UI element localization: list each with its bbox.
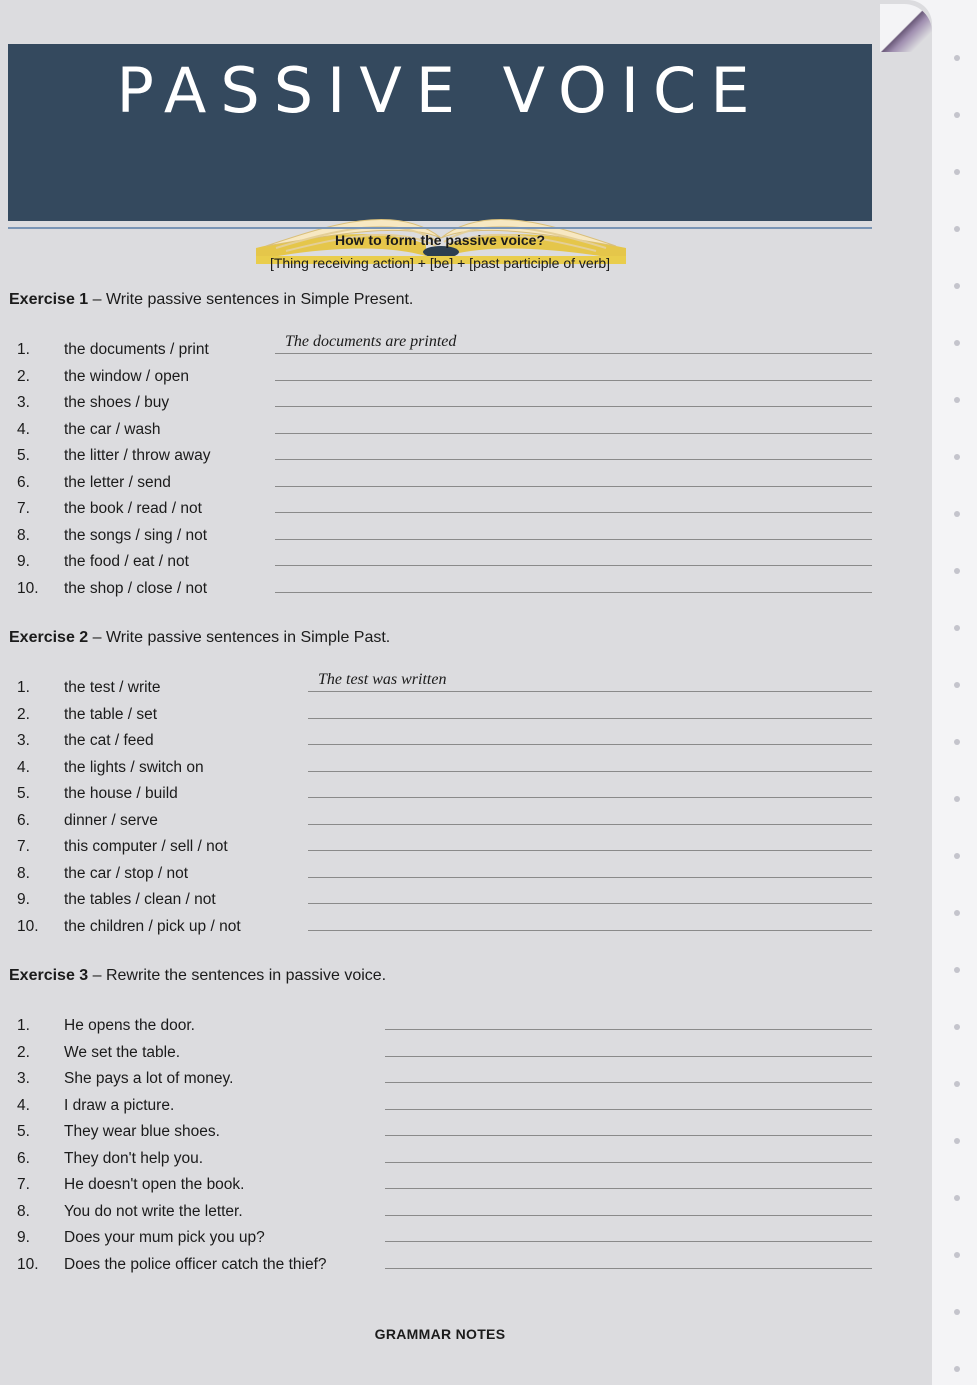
item-prompt: the food / eat / not xyxy=(64,553,189,570)
item-prompt: Does the police officer catch the thief? xyxy=(64,1255,327,1273)
exercise-item xyxy=(0,580,880,606)
item-prompt: the car / stop / not xyxy=(64,864,189,882)
binding-dot xyxy=(954,625,960,631)
answer-line[interactable] xyxy=(385,1241,872,1242)
answer-line[interactable] xyxy=(385,1268,872,1269)
item-prompt: They wear blue shoes. xyxy=(64,1123,220,1140)
answer-line[interactable] xyxy=(275,433,872,434)
exercise-2-label: Exercise 2 xyxy=(9,629,89,646)
binding-dot xyxy=(954,112,960,118)
binding-dot xyxy=(954,169,960,175)
item-number: 6. xyxy=(17,473,30,491)
binding-dot xyxy=(954,682,960,688)
page-title: PASSIVE VOICE xyxy=(116,54,764,127)
item-number: 1. xyxy=(17,341,30,358)
answer-line[interactable] xyxy=(308,930,872,931)
item-number: 7. xyxy=(17,838,30,855)
binding-dot xyxy=(954,1024,960,1030)
exercise-1-instruction: – Write passive sentences in Simple Present. xyxy=(88,291,414,308)
item-number: 2. xyxy=(17,367,30,385)
answer-line[interactable] xyxy=(275,592,872,593)
answer-line[interactable] xyxy=(275,459,872,460)
item-prompt: the shoes / buy xyxy=(64,394,170,411)
answer-line[interactable] xyxy=(308,797,872,798)
exercise-item xyxy=(0,527,880,553)
exercise-item xyxy=(0,474,880,500)
item-prompt: the house / build xyxy=(64,785,178,802)
item-number: 8. xyxy=(17,526,30,544)
item-number: 9. xyxy=(17,1229,30,1246)
binding-dot xyxy=(954,1252,960,1258)
exercise-item xyxy=(0,1150,880,1176)
item-number: 3. xyxy=(17,732,30,749)
answer-line[interactable] xyxy=(275,333,872,354)
answer-text: The documents are printed xyxy=(285,333,457,350)
item-number: 8. xyxy=(17,1202,30,1220)
answer-line[interactable] xyxy=(308,850,872,851)
binding-dot xyxy=(954,454,960,460)
binding-dot xyxy=(954,853,960,859)
item-prompt: We set the table. xyxy=(64,1043,181,1061)
answer-line[interactable] xyxy=(385,1082,872,1083)
exercise-item xyxy=(0,671,880,705)
item-number: 1. xyxy=(17,1017,30,1034)
binding-dot xyxy=(954,568,960,574)
intro-formula: [Thing receiving action] + [be] + [past participle of verb] xyxy=(269,255,611,271)
answer-line[interactable] xyxy=(275,539,872,540)
divider xyxy=(8,227,872,229)
item-prompt: the lights / switch on xyxy=(64,758,204,776)
answer-line[interactable] xyxy=(275,406,872,407)
item-number: 4. xyxy=(17,420,30,438)
item-number: 3. xyxy=(17,394,30,411)
item-number: 5. xyxy=(17,447,30,464)
item-number: 1. xyxy=(17,679,30,696)
item-prompt: She pays a lot of money. xyxy=(64,1070,234,1087)
binding-dot xyxy=(954,1309,960,1315)
binding-dot xyxy=(954,55,960,61)
exercise-item xyxy=(0,500,880,526)
exercise-item xyxy=(0,1097,880,1123)
item-prompt: the cat / feed xyxy=(64,732,154,749)
item-prompt: He opens the door. xyxy=(64,1017,195,1034)
exercise-item xyxy=(0,553,880,579)
binding-dot xyxy=(954,1366,960,1372)
exercise-item xyxy=(0,1070,880,1096)
binding-dot xyxy=(954,1195,960,1201)
answer-line[interactable] xyxy=(385,1188,872,1189)
answer-line[interactable] xyxy=(308,771,872,772)
answer-line[interactable] xyxy=(308,744,872,745)
binding-dot xyxy=(954,340,960,346)
exercise-item xyxy=(0,1203,880,1229)
item-prompt: He doesn't open the book. xyxy=(64,1176,245,1193)
item-number: 7. xyxy=(17,500,30,517)
answer-line[interactable] xyxy=(385,1135,872,1136)
answer-line[interactable] xyxy=(385,1056,872,1057)
item-prompt: dinner / serve xyxy=(64,811,158,829)
exercise-item xyxy=(0,1044,880,1070)
item-number: 2. xyxy=(17,1043,30,1061)
item-prompt: the book / read / not xyxy=(64,500,202,517)
item-prompt: You do not write the letter. xyxy=(64,1202,243,1220)
exercise-3-heading xyxy=(9,967,386,985)
item-prompt: the table / set xyxy=(64,705,158,723)
exercise-item xyxy=(0,1229,880,1255)
exercise-2-heading xyxy=(9,629,390,647)
item-number: 8. xyxy=(17,864,30,882)
exercise-item xyxy=(0,421,880,447)
binding-dot xyxy=(954,226,960,232)
binding-dot xyxy=(954,1138,960,1144)
exercise-item xyxy=(0,447,880,473)
item-number: 4. xyxy=(17,758,30,776)
binding-dot xyxy=(954,739,960,745)
item-number: 6. xyxy=(17,1149,30,1167)
answer-line[interactable] xyxy=(385,1109,872,1110)
item-prompt: the tables / clean / not xyxy=(64,891,216,908)
item-number: 4. xyxy=(17,1096,30,1114)
exercise-1-heading xyxy=(9,291,413,309)
exercise-item xyxy=(0,918,880,944)
intro-question: How to form the passive voice? xyxy=(334,232,546,248)
exercise-item xyxy=(0,1256,880,1282)
item-number: 5. xyxy=(17,1123,30,1140)
item-prompt: the car / wash xyxy=(64,420,161,438)
binding-dot xyxy=(954,1081,960,1087)
item-prompt: the litter / throw away xyxy=(64,447,211,464)
answer-line[interactable] xyxy=(275,380,872,381)
exercise-item xyxy=(0,891,880,917)
item-prompt: the shop / close / not xyxy=(64,579,208,597)
item-number: 5. xyxy=(17,785,30,802)
answer-line[interactable] xyxy=(308,671,872,692)
item-number: 2. xyxy=(17,705,30,723)
item-prompt: the window / open xyxy=(64,367,189,385)
answer-line[interactable] xyxy=(385,1029,872,1030)
answer-line[interactable] xyxy=(385,1215,872,1216)
answer-line[interactable] xyxy=(308,824,872,825)
answer-line[interactable] xyxy=(308,718,872,719)
item-prompt: the test / write xyxy=(64,679,161,696)
item-number: 9. xyxy=(17,891,30,908)
exercise-3-label: Exercise 3 xyxy=(9,967,89,984)
answer-text: The test was written xyxy=(318,671,447,688)
item-number: 9. xyxy=(17,553,30,570)
item-prompt: this computer / sell / not xyxy=(64,838,228,855)
exercise-3-instruction: – Rewrite the sentences in passive voice. xyxy=(88,967,387,984)
exercise-item xyxy=(0,1123,880,1149)
exercise-1-label: Exercise 1 xyxy=(9,291,89,308)
item-number: 6. xyxy=(17,811,30,829)
exercise-2-instruction: – Write passive sentences in Simple Past. xyxy=(88,629,391,646)
binding-dot xyxy=(954,283,960,289)
item-prompt: the songs / sing / not xyxy=(64,526,208,544)
item-prompt: the documents / print xyxy=(64,341,209,358)
binding-dot xyxy=(954,511,960,517)
title-banner xyxy=(8,44,872,221)
notebook-binding-dots xyxy=(948,0,968,1385)
answer-line[interactable] xyxy=(275,565,872,566)
exercise-item xyxy=(0,706,880,732)
answer-line[interactable] xyxy=(275,486,872,487)
binding-dot xyxy=(954,397,960,403)
item-number: 10. xyxy=(17,579,39,597)
exercise-item xyxy=(0,1017,880,1043)
exercise-item xyxy=(0,1176,880,1202)
exercise-item xyxy=(0,333,880,367)
exercise-item xyxy=(0,812,880,838)
item-prompt: Does your mum pick you up? xyxy=(64,1229,265,1246)
item-prompt: I draw a picture. xyxy=(64,1096,175,1114)
item-prompt: the children / pick up / not xyxy=(64,917,241,935)
binding-dot xyxy=(954,796,960,802)
answer-line[interactable] xyxy=(385,1162,872,1163)
binding-dot xyxy=(954,967,960,973)
exercise-item xyxy=(0,838,880,864)
answer-line[interactable] xyxy=(308,877,872,878)
item-number: 7. xyxy=(17,1176,30,1193)
answer-line[interactable] xyxy=(308,903,872,904)
binding-dot xyxy=(954,910,960,916)
exercise-item xyxy=(0,759,880,785)
item-prompt: the letter / send xyxy=(64,473,171,491)
exercise-item xyxy=(0,865,880,891)
exercise-item xyxy=(0,368,880,394)
item-number: 10. xyxy=(17,1255,39,1273)
exercise-item xyxy=(0,785,880,811)
exercise-item xyxy=(0,732,880,758)
item-number: 3. xyxy=(17,1070,30,1087)
exercise-item xyxy=(0,394,880,420)
item-number: 10. xyxy=(17,917,39,935)
footer-grammar-notes: GRAMMAR NOTES xyxy=(374,1326,506,1342)
answer-line[interactable] xyxy=(275,512,872,513)
item-prompt: They don't help you. xyxy=(64,1149,204,1167)
